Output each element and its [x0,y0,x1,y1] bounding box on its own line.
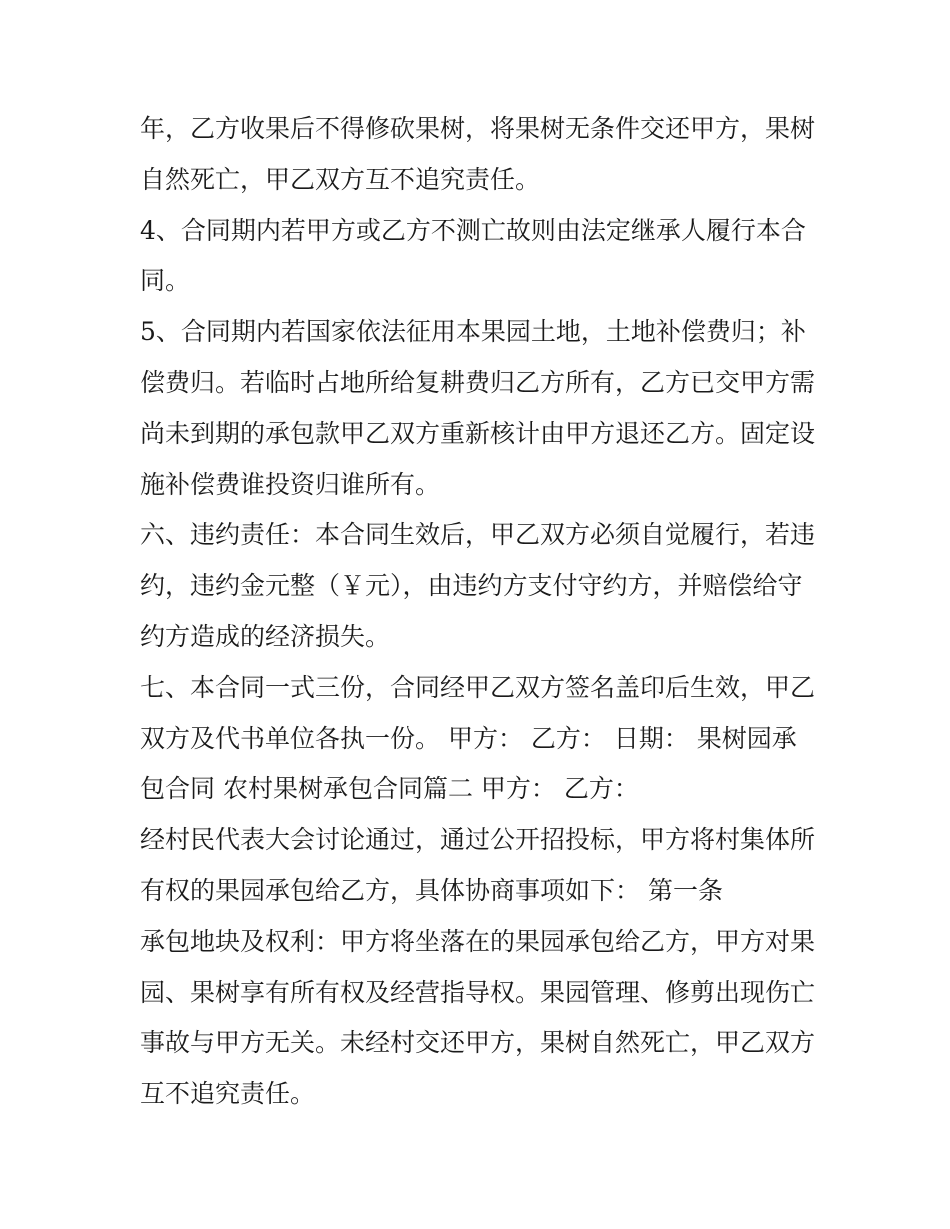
text-line: 施补偿费谁投资归谁所有。 [140,469,441,499]
text-line: 事故与甲方无关。未经村交还甲方，果树自然死亡，甲乙双方 [140,1028,816,1058]
text-line: 包合同 农村果树承包合同篇二 甲方： 乙方： [140,774,639,804]
text-line: 承包地块及权利：甲方将坐落在的果园承包给乙方，甲方对果 [140,926,816,956]
text-line: 七、本合同一式三份，合同经甲乙双方签名盖印后生效，甲乙 [140,672,816,702]
text-line: 约方造成的经济损失。 [140,621,391,651]
text-line: 互不追究责任。 [140,1079,316,1109]
text-line: 偿费归。若临时占地所给复耕费归乙方所有，乙方已交甲方需 [140,367,816,397]
text-line: 经村民代表大会讨论通过，通过公开招投标，甲方将村集体所 [140,825,816,855]
text-line: 六、违约责任：本合同生效后，甲乙双方必须自觉履行，若违 [140,520,816,550]
text-line: 年，乙方收果后不得修砍果树，将果树无条件交还甲方，果树 [140,114,816,143]
text-line: 4、合同期内若甲方或乙方不测亡故则由法定继承人履行本合 [140,215,806,245]
text-line: 约，违约金元整（￥元），由违约方支付守约方，并赔偿给守 [140,571,803,601]
text-line: 双方及代书单位各执一份。 甲方： 乙方： 日期： 果树园承 [140,723,797,753]
text-line: 自然死亡，甲乙双方互不追究责任。 [140,164,541,194]
text-line: 园、果树享有所有权及经营指导权。果园管理、修剪出现伤亡 [140,977,816,1007]
text-line: 有权的果园承包给乙方，具体协商事项如下： 第一条 [140,875,723,905]
contract-text [140,104,820,1120]
text-line: 尚未到期的承包款甲乙双方重新核计由甲方退还乙方。固定设 [140,418,816,448]
text-line: 5、合同期内若国家依法征用本果园土地，土地补偿费归；补 [140,317,806,347]
text-line: 同。 [140,266,191,296]
